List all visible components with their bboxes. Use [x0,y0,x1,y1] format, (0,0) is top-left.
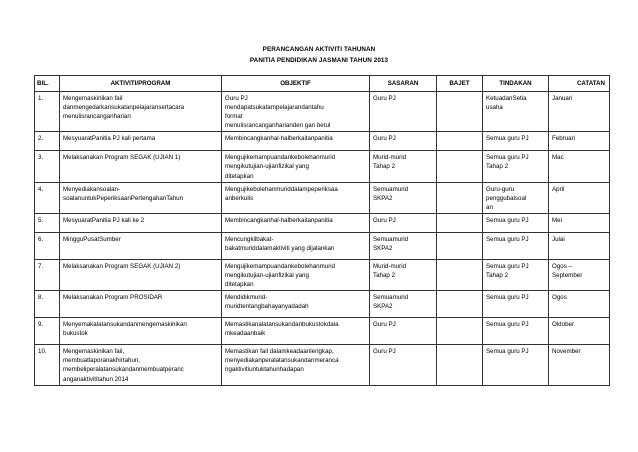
cell-catatan [549,182,610,213]
cell-tindakan [483,132,549,151]
cell-bajet [437,182,483,213]
cell-objektif-line: mendapatsukatampelajarandantahu [225,104,324,112]
cell-tindakan [483,232,549,259]
cell-tindakan-line: KetuadanSetia [486,95,527,102]
cell-bajet [437,213,483,232]
column-header-tindakan: TINDAKAN [483,76,549,92]
cell-sasaran-line: SKPA2 [373,245,393,253]
cell-objektif-line: mkeadaanbaik [225,330,266,338]
cell-bil: 5. [35,213,60,232]
cell-sasaran-line: Guru PJ [373,321,396,329]
cell-objektif-line: Memastikanalatansukandanbukustokdala [225,321,339,329]
cell-tindakan [483,213,549,232]
cell-aktiviti-line: anganaktivititahun 2014 [63,375,129,383]
cell-bajet [437,132,483,151]
cell-catatan-line: April [552,185,565,193]
cell-bajet [437,259,483,290]
cell-bajet [437,318,483,345]
table-row [35,318,610,345]
cell-aktiviti-line: bukustok [63,330,88,338]
cell-aktiviti-line: menulisrancanganharian [63,113,131,121]
cell-bajet [437,345,483,385]
cell-tindakan [483,259,549,290]
cell-aktiviti-line: MesyuaratPanitia PJ kali ke 2 [63,216,145,224]
cell-sasaran-line: Semuamurid [373,185,409,193]
cell-sasaran-line: Tahap 2 [373,272,396,280]
cell-objektif-line: ditetapkan [225,281,254,289]
column-header-catatan: CATATAN [549,76,610,92]
cell-catatan-line: Ogos [552,294,567,302]
table-row [35,213,610,232]
cell-tindakan-line: penggubalsoal [486,194,527,202]
cell-objektif-line: Mengujikemampuandankebolehanmurid [225,154,336,162]
cell-bil: 10. [35,345,60,385]
page-title: PERANCANGAN AKTIVITI TAHUNAN [262,46,376,53]
cell-sasaran [370,232,437,259]
cell-aktiviti-line: Mengemaskinikan fail [63,95,123,102]
column-header-bil: BIL. [35,76,60,92]
cell-catatan [549,92,610,132]
cell-catatan-line: November [552,348,581,356]
activity-table [34,75,610,386]
cell-bajet [437,232,483,259]
cell-tindakan [483,345,549,385]
cell-objektif-line: Mendidikmurid- [225,294,268,302]
cell-sasaran [370,132,437,151]
cell-bil: 8. [35,291,60,318]
table-row [35,182,610,213]
cell-catatan [549,345,610,385]
cell-catatan [549,232,610,259]
cell-objektif-line: Membincangkanhal-halberkaitanpanitia [225,135,333,143]
cell-tindakan-line: Semua guru PJ [486,321,529,329]
cell-objektif-line: ngaktivitiuntuktahunhadapan [225,366,304,374]
cell-bajet [437,151,483,182]
cell-catatan [549,259,610,290]
cell-sasaran [370,291,437,318]
cell-tindakan-line: Semua guru PJ [486,216,529,224]
table-body [35,92,610,386]
column-header-bajet: BAJET [437,76,483,92]
cell-aktiviti-line: Mengemaskinikan fail, [63,348,125,356]
cell-objektif-line: Mengujikebolehanmuriddalampeperiksaa [225,185,338,193]
cell-sasaran [370,318,437,345]
cell-aktiviti [60,232,222,259]
table-row [35,151,610,182]
cell-catatan [549,213,610,232]
cell-aktiviti-line: membuatlaporanakhirtahun, [63,357,141,365]
cell-sasaran-line: Guru PJ [373,216,396,224]
cell-tindakan-line: Tahap 2 [486,272,509,280]
cell-objektif-line: Mengujikemampuandankebolehanmurid [225,262,336,270]
cell-objektif-line: Membincangkanhal-halberkaitanpanitia [225,216,333,224]
cell-aktiviti [60,132,222,151]
cell-catatan-line: Ogos – [552,262,572,270]
cell-sasaran-line: SKPA2 [373,194,393,202]
cell-sasaran-line: Guru PJ [373,135,396,143]
cell-catatan [549,132,610,151]
cell-sasaran-line: Tahap 2 [373,163,396,171]
cell-tindakan-line: Tahap 2 [486,163,509,171]
cell-tindakan-line: usaha [486,104,503,112]
table-row [35,291,610,318]
column-header-sasaran: SASARAN [370,76,437,92]
cell-objektif-line: ditetapkan [225,172,254,180]
cell-sasaran-line: Semuamurid [373,235,409,243]
table-row [35,345,610,385]
cell-bil: 7. [35,259,60,290]
cell-sasaran-line: Semuamurid [373,294,409,302]
cell-tindakan [483,291,549,318]
cell-objektif-line: muridtentangbahayanyadadah [225,303,309,311]
cell-objektif [222,151,370,182]
cell-sasaran [370,151,437,182]
table-row [35,92,610,132]
cell-tindakan-line: Guru-guru [486,185,515,193]
cell-objektif [222,213,370,232]
cell-catatan [549,318,610,345]
cell-objektif-line: menulisrancanganharianden gan betul [225,122,331,130]
table-row [35,232,610,259]
cell-catatan-line: Mac [552,154,564,162]
table-row [35,132,610,151]
cell-tindakan-line: Semua guru PJ [486,294,529,302]
cell-sasaran [370,213,437,232]
cell-bil: 1. [35,92,60,132]
cell-aktiviti-line: Menyemakalatansukandanmengemaskinikan [63,321,187,329]
cell-catatan-line: Julai [552,235,565,243]
cell-catatan [549,291,610,318]
cell-objektif [222,182,370,213]
cell-tindakan [483,151,549,182]
cell-sasaran-line: SKPA2 [373,303,393,311]
cell-objektif [222,92,370,132]
cell-tindakan [483,318,549,345]
cell-sasaran-line: Guru PJ [373,95,396,102]
cell-catatan-line: Januari [552,95,573,102]
cell-bil: 6. [35,232,60,259]
cell-catatan [549,151,610,182]
cell-aktiviti [60,318,222,345]
cell-aktiviti [60,345,222,385]
cell-aktiviti-line: membeliperalatansukandanmembuatperanc [63,366,184,374]
cell-objektif-line: mengikutujian-ujianfizikal yang [225,163,309,171]
cell-sasaran-line: Murid-murid [373,262,407,270]
column-header-aktiviti: AKTIVITI/PROGRAM [60,76,222,92]
cell-sasaran [370,259,437,290]
table-header-row [35,76,610,92]
cell-aktiviti-line: MingguPusatSumber [63,235,121,243]
cell-catatan-line: September [552,272,583,280]
cell-tindakan-line: an [486,203,493,211]
cell-objektif-line: bakatmuriddalamaktiviti yang dijalankan [225,245,335,253]
cell-bajet [437,92,483,132]
cell-objektif-line: Guru PJ [225,95,248,102]
cell-aktiviti-line: Melaksanakan Program SEGAK (UJIAN 1) [63,154,181,162]
cell-objektif-line: mengikutujian-ujianfizikal yang [225,272,309,280]
cell-sasaran-line: Guru PJ [373,348,396,356]
cell-objektif [222,132,370,151]
cell-objektif-line: anberkulis [225,194,254,202]
cell-sasaran [370,182,437,213]
cell-tindakan [483,92,549,132]
cell-sasaran-line: Murid-murid [373,154,407,162]
cell-aktiviti [60,182,222,213]
cell-aktiviti-line: danmengedarkansukatanpelajaransertacara [63,104,185,112]
cell-tindakan-line: Semua guru PJ [486,235,529,243]
cell-objektif [222,232,370,259]
table-row [35,259,610,290]
cell-objektif [222,318,370,345]
cell-aktiviti [60,213,222,232]
cell-tindakan-line: Semua guru PJ [486,135,529,143]
cell-aktiviti [60,92,222,132]
cell-catatan-line: Mei [552,216,562,224]
cell-objektif-line: menyediakanperalatansukandanmeranca [225,357,339,365]
cell-objektif [222,345,370,385]
cell-bil: 2. [35,132,60,151]
cell-aktiviti [60,291,222,318]
column-header-objektif: OBJEKTIF [222,76,370,92]
cell-sasaran [370,345,437,385]
cell-aktiviti [60,259,222,290]
cell-tindakan-line: Semua guru PJ [486,262,529,270]
cell-aktiviti-line: Melaksanakan Program SEGAK (UJIAN 2) [63,262,181,270]
cell-objektif [222,291,370,318]
cell-objektif-line: Memastikan fail dalamkeadaanlengkap, [225,348,334,356]
cell-bil: 4. [35,182,60,213]
cell-aktiviti [60,151,222,182]
cell-aktiviti-line: soalanuntukPeperiksaanPertengahanTahun [63,194,184,202]
cell-bil: 9. [35,318,60,345]
cell-tindakan-line: Semua guru PJ [486,348,529,356]
cell-objektif-line: format [225,113,243,121]
cell-bil: 3. [35,151,60,182]
cell-catatan-line: Februari [552,135,576,143]
cell-catatan-line: Oktober [552,321,575,329]
cell-tindakan [483,182,549,213]
cell-bajet [437,291,483,318]
cell-aktiviti-line: MesyuaratPanitia PJ kali pertama [63,135,156,143]
cell-objektif-line: Mencungkilbakat- [225,235,274,243]
page-subtitle: PANITIA PENDIDIKAN JASMANI TAHUN 2013 [249,57,389,64]
cell-sasaran [370,92,437,132]
cell-tindakan-line: Semua guru PJ [486,154,529,162]
cell-aktiviti-line: Melaksanakan Program PROSIDAR [63,294,163,302]
cell-aktiviti-line: Menyediakansoalan- [63,185,121,193]
cell-objektif [222,259,370,290]
